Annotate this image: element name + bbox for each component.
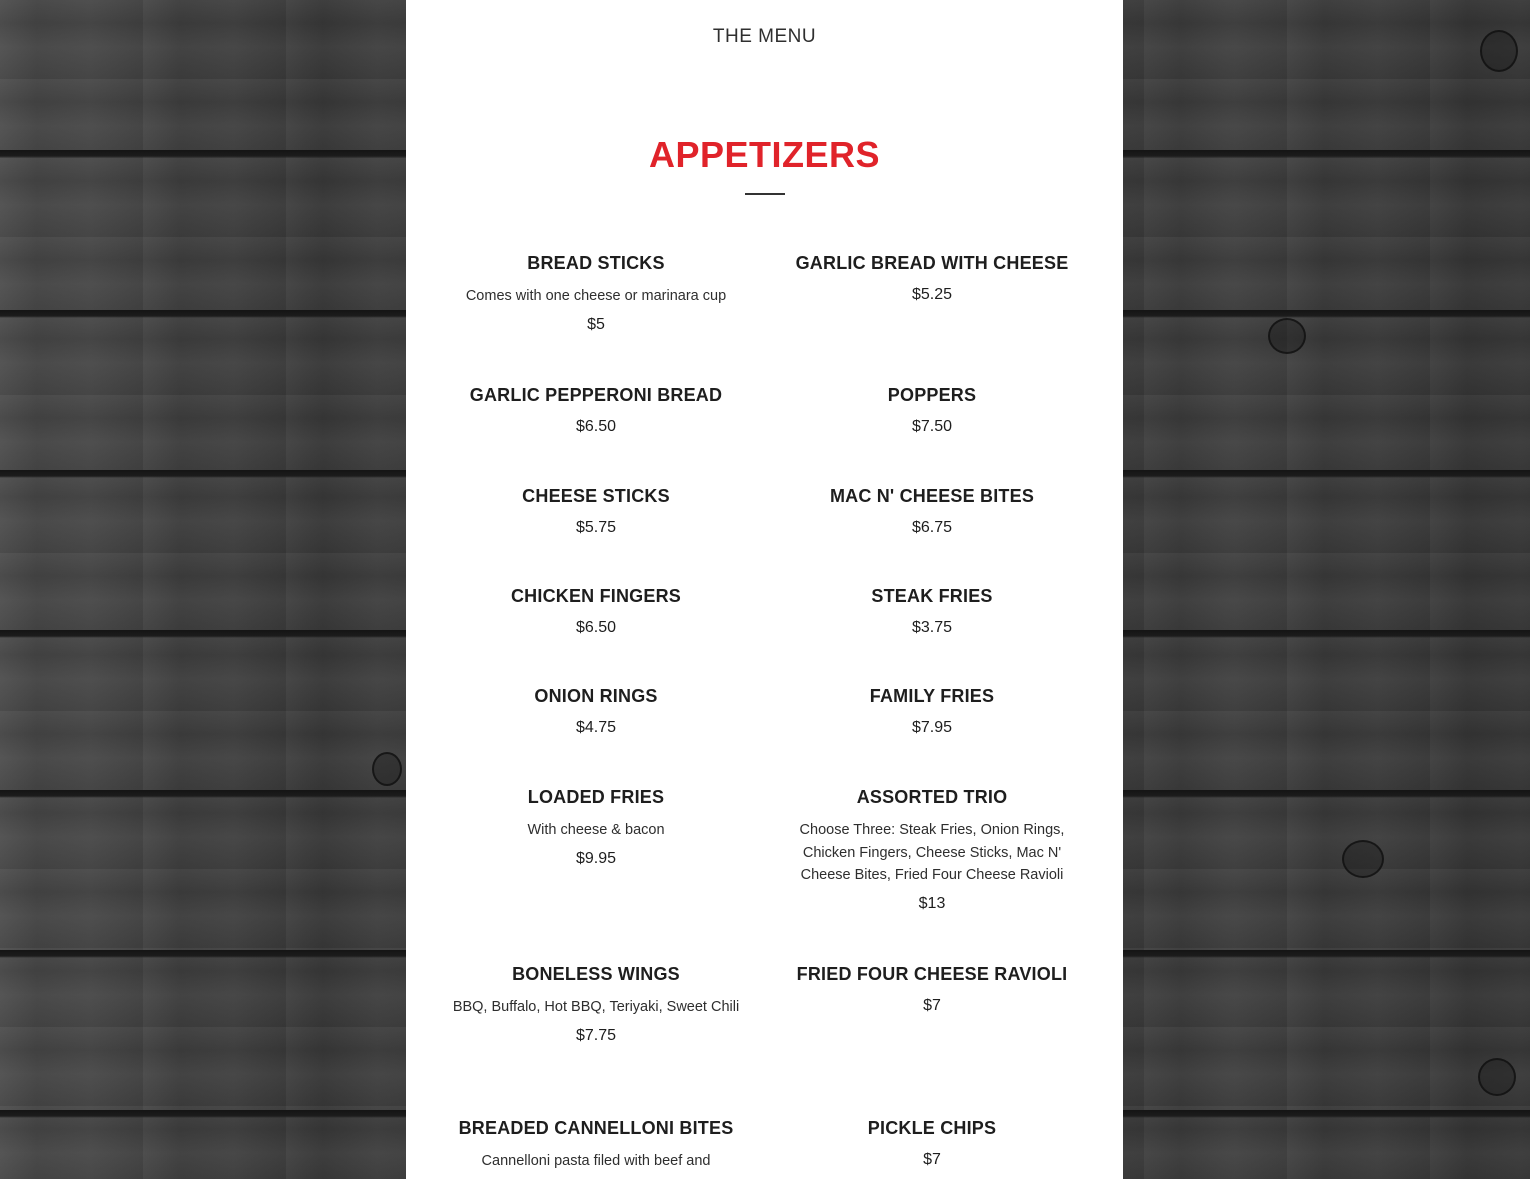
menu-item-garlic-bread-with-cheese bbox=[787, 252, 1077, 305]
item-price: $4.75 bbox=[575, 719, 617, 736]
item-price: $7.75 bbox=[575, 1026, 617, 1044]
item-description: With cheese & bacon bbox=[527, 822, 665, 838]
item-price: $7.95 bbox=[911, 719, 953, 736]
menu-item-loaded-fries bbox=[451, 786, 741, 869]
item-name: CHICKEN FINGERS bbox=[510, 586, 681, 606]
item-name: PICKLE CHIPS bbox=[867, 1118, 997, 1138]
item-price: $5.25 bbox=[911, 286, 953, 303]
menu-item-cheese-sticks bbox=[451, 485, 741, 538]
wood-knot bbox=[1342, 840, 1384, 878]
menu-item-breaded-cannelloni-bites bbox=[451, 1117, 741, 1173]
menu-item-boneless-wings bbox=[451, 963, 741, 1046]
wood-knot bbox=[1268, 318, 1306, 354]
menu-item-mac-n-cheese-bites bbox=[787, 485, 1077, 538]
menu-item-steak-fries bbox=[787, 585, 1077, 638]
menu-item-assorted-trio bbox=[787, 786, 1077, 914]
item-name: FRIED FOUR CHEESE RAVIOLI bbox=[796, 964, 1068, 984]
item-price: $13 bbox=[918, 894, 946, 912]
menu-item-onion-rings bbox=[451, 685, 741, 738]
item-name: POPPERS bbox=[887, 385, 977, 405]
section-divider bbox=[745, 193, 785, 195]
item-price: $6.50 bbox=[575, 619, 617, 636]
item-price: $3.75 bbox=[911, 619, 953, 636]
item-name: CHEESE STICKS bbox=[522, 486, 670, 506]
site-title[interactable]: THE MENU bbox=[712, 26, 817, 47]
item-description: Comes with one cheese or marinara cup bbox=[465, 288, 727, 304]
item-price: $5 bbox=[587, 315, 605, 333]
menu-item-garlic-pepperoni-bread bbox=[451, 384, 741, 437]
item-name: MAC N' CHEESE BITES bbox=[829, 486, 1035, 506]
item-name: ONION RINGS bbox=[534, 686, 658, 706]
menu-panel bbox=[406, 0, 1123, 1179]
item-price: $5.75 bbox=[575, 519, 617, 536]
item-description: BBQ, Buffalo, Hot BBQ, Teriyaki, Sweet Chili bbox=[452, 999, 740, 1015]
wood-knot bbox=[1480, 30, 1518, 72]
menu-item-fried-four-cheese-ravioli bbox=[787, 963, 1077, 1016]
wood-knot bbox=[372, 752, 402, 786]
item-name: ASSORTED TRIO bbox=[856, 787, 1008, 807]
menu-item-poppers bbox=[787, 384, 1077, 437]
item-name: STEAK FRIES bbox=[871, 586, 993, 606]
menu-item-chicken-fingers bbox=[451, 585, 741, 638]
wood-knot bbox=[1478, 1058, 1516, 1096]
section-title: APPETIZERS bbox=[648, 134, 881, 175]
item-name: GARLIC BREAD WITH CHEESE bbox=[795, 253, 1069, 273]
item-price: $7 bbox=[923, 997, 941, 1014]
item-name: BONELESS WINGS bbox=[512, 964, 680, 984]
item-price: $6.50 bbox=[575, 418, 617, 435]
item-price: $7 bbox=[923, 1151, 941, 1168]
menu-item-family-fries bbox=[787, 685, 1077, 738]
item-name: FAMILY FRIES bbox=[869, 686, 995, 706]
item-name: LOADED FRIES bbox=[527, 787, 665, 807]
item-description: Cannelloni pasta filed with beef and bbox=[481, 1153, 711, 1169]
item-price: $9.95 bbox=[575, 849, 617, 867]
item-price: $6.75 bbox=[911, 519, 953, 536]
item-name: BREADED CANNELLONI BITES bbox=[458, 1118, 734, 1138]
item-name: GARLIC PEPPERONI BREAD bbox=[469, 385, 723, 405]
item-description: Choose Three: Steak Fries, Onion Rings, Chicken Fingers, Cheese Sticks, Mac N' Cheese Bites, Fried Four Cheese Ravioli bbox=[799, 822, 1065, 883]
menu-item-bread-sticks bbox=[451, 252, 741, 335]
item-name: BREAD STICKS bbox=[527, 253, 665, 273]
item-price: $7.50 bbox=[911, 418, 953, 435]
menu-item-pickle-chips bbox=[787, 1117, 1077, 1170]
